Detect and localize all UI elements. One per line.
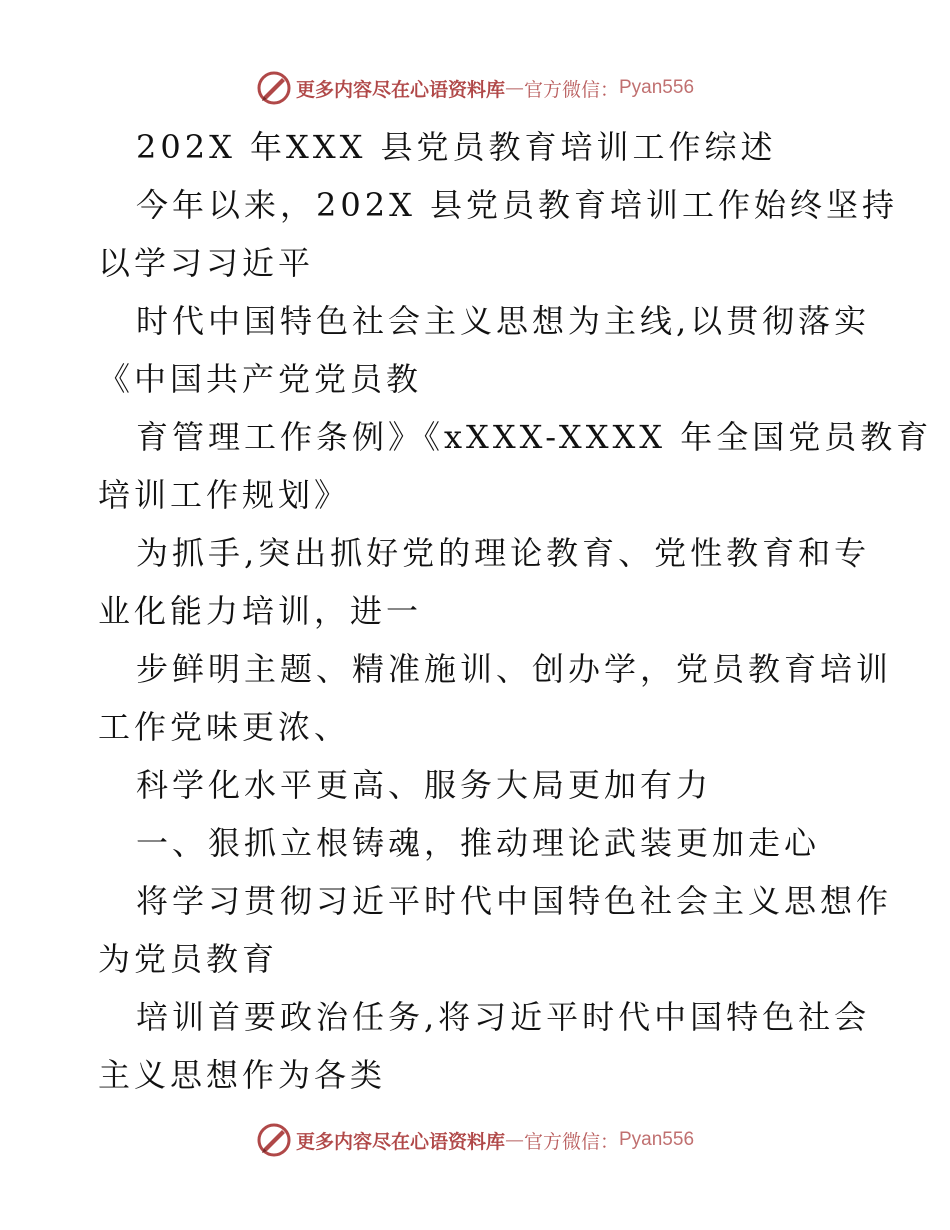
paragraph-line: 业化能力培训，进一: [98, 592, 423, 630]
paragraph-line: 将学习贯彻习近平时代中国特色社会主义思想作: [136, 882, 893, 920]
pen-logo-icon: [256, 70, 292, 106]
paragraph-line: 育管理工作条例》《xXXX-XXXX 年全国党员教育: [136, 418, 933, 456]
paragraph-line: 培训工作规划》: [98, 476, 351, 514]
banner-site-text: 更多内容尽在心语资料库: [295, 78, 505, 101]
banner-wechat-label: 官方微信：: [523, 1130, 619, 1153]
banner-separator: —: [504, 77, 524, 99]
paragraph-line: 今年以来，202X 县党员教育培训工作始终坚持: [136, 186, 899, 224]
banner-separator: —: [504, 1129, 524, 1151]
document-body: [98, 118, 933, 1104]
footer-banner: [0, 1120, 950, 1160]
paragraph-line: 科学化水平更高、服务大局更加有力: [136, 766, 713, 804]
banner-wechat-id: Pyan556: [619, 1129, 695, 1150]
section-heading: 一、狠抓立根铸魂，推动理论武装更加走心: [136, 824, 821, 862]
document-title: 202X 年XXX 县党员教育培训工作综述: [136, 128, 777, 166]
paragraph-line: 为党员教育: [98, 940, 279, 978]
paragraph-line: 工作党味更浓、: [98, 708, 351, 746]
banner-site-text: 更多内容尽在心语资料库: [295, 1130, 505, 1153]
pen-logo-icon: [256, 1122, 292, 1158]
paragraph-line: 《中国共产党党员教: [98, 360, 423, 398]
paragraph-line: 时代中国特色社会主义思想为主线,以贯彻落实: [136, 302, 871, 340]
paragraph-line: 培训首要政治任务,将习近平时代中国特色社会: [136, 998, 871, 1036]
banner-wechat-id: Pyan556: [619, 77, 695, 98]
header-banner: [0, 68, 950, 108]
banner-wechat-label: 官方微信：: [523, 78, 619, 101]
paragraph-line: 以学习习近平: [98, 244, 315, 282]
paragraph-line: 主义思想作为各类: [98, 1056, 387, 1094]
paragraph-line: 步鲜明主题、精准施训、创办学，党员教育培训: [136, 650, 893, 688]
paragraph-line: 为抓手,突出抓好党的理论教育、党性教育和专: [136, 534, 871, 572]
